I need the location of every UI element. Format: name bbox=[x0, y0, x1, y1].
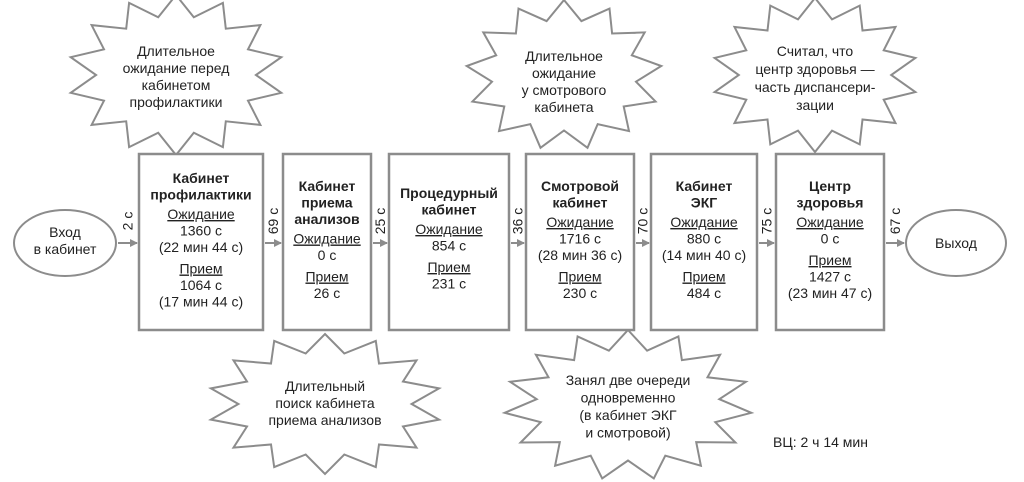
transition-time: 75 с bbox=[758, 207, 775, 235]
wait-value: (14 мин 40 с) bbox=[661, 247, 747, 263]
wait-label: Ожидание bbox=[293, 230, 361, 247]
transition-time: 36 с bbox=[509, 207, 526, 235]
station-name: Процедурный bbox=[400, 185, 498, 201]
callout-text: Длительный bbox=[284, 378, 366, 394]
wait-value: (22 мин 44 с) bbox=[158, 239, 244, 255]
service-value: 230 с bbox=[562, 285, 598, 301]
service-label: Прием bbox=[179, 260, 223, 277]
station-name: Кабинет bbox=[298, 178, 356, 194]
callout-text: Длительное bbox=[137, 43, 215, 59]
wait-label: Ожидание bbox=[167, 206, 235, 222]
station-name: здоровья bbox=[796, 194, 864, 211]
entry-label: Вход bbox=[49, 224, 81, 240]
station-name: Кабинет bbox=[172, 170, 230, 186]
callout-text: Занял две очереди bbox=[565, 372, 691, 388]
wait-label: Ожидание bbox=[670, 214, 738, 230]
callout-text: и смотровой) bbox=[585, 424, 671, 441]
callout-text: часть диспансери- bbox=[754, 79, 876, 95]
wait-value: 880 с bbox=[686, 230, 722, 247]
service-label: Прием bbox=[558, 268, 602, 285]
transition-time: 25 с bbox=[372, 207, 388, 235]
callout-text: профилактики bbox=[129, 94, 223, 110]
wait-value: 0 с bbox=[820, 230, 840, 247]
exit-label: Выход bbox=[935, 235, 977, 251]
station-name: Смотровой bbox=[540, 178, 620, 194]
callout-text: центр здоровья — bbox=[755, 61, 875, 77]
entry-label: в кабинет bbox=[33, 241, 97, 257]
callout-text: Длительное bbox=[525, 48, 603, 64]
station-name: профилактики bbox=[150, 186, 252, 203]
wait-label: Ожидание bbox=[796, 214, 864, 230]
callout-text: одновременно bbox=[580, 389, 676, 406]
service-value: 484 с bbox=[686, 285, 722, 301]
service-value: 26 с bbox=[313, 285, 341, 301]
wait-value: 0 с bbox=[317, 247, 337, 263]
callout-text: ожидание перед bbox=[122, 60, 230, 76]
callout-text: кабинета bbox=[534, 99, 594, 115]
wait-value: (28 мин 36 с) bbox=[537, 247, 623, 263]
callout-text: (в кабинет ЭКГ bbox=[579, 407, 677, 423]
wait-label: Ожидание bbox=[415, 221, 483, 237]
callout-text: ожидание bbox=[531, 65, 597, 81]
transition-time: 2 с bbox=[119, 211, 136, 231]
service-value: (17 мин 44 с) bbox=[158, 293, 244, 310]
callout-text: у смотрового bbox=[521, 82, 607, 98]
transition-time: 67 с bbox=[887, 207, 903, 235]
callout-text: приема анализов bbox=[268, 412, 382, 428]
service-label: Прием bbox=[682, 268, 726, 285]
transition-time: 70 с bbox=[634, 207, 651, 235]
callout-text: Считал, что bbox=[776, 43, 854, 59]
wait-value: 1716 с bbox=[558, 230, 602, 247]
wait-label: Ожидание bbox=[546, 214, 614, 230]
station-name: ЭКГ bbox=[690, 194, 718, 211]
service-label: Прием bbox=[305, 268, 349, 285]
station-name: Кабинет bbox=[675, 178, 733, 194]
station-name: анализов bbox=[294, 211, 360, 227]
wait-value: 1360 с bbox=[179, 222, 223, 239]
station-name: приема bbox=[301, 194, 353, 211]
total-time: ВЦ: 2 ч 14 мин bbox=[773, 434, 868, 450]
service-label: Прием bbox=[808, 252, 852, 268]
service-value: 1064 с bbox=[179, 277, 223, 293]
callout-text: поиск кабинета bbox=[275, 395, 375, 411]
wait-value: 854 с bbox=[431, 237, 467, 254]
service-value: (23 мин 47 с) bbox=[787, 285, 873, 301]
callout-text: кабинетом bbox=[141, 77, 211, 93]
callout-text: зации bbox=[796, 97, 834, 113]
station-name: кабинет bbox=[552, 194, 608, 211]
transition-time: 69 с bbox=[265, 207, 281, 235]
station-name: кабинет bbox=[421, 201, 477, 218]
service-value: 231 с bbox=[431, 275, 467, 292]
station-name: Центр bbox=[808, 178, 852, 194]
service-value: 1427 с bbox=[808, 268, 852, 285]
service-label: Прием bbox=[427, 259, 471, 275]
